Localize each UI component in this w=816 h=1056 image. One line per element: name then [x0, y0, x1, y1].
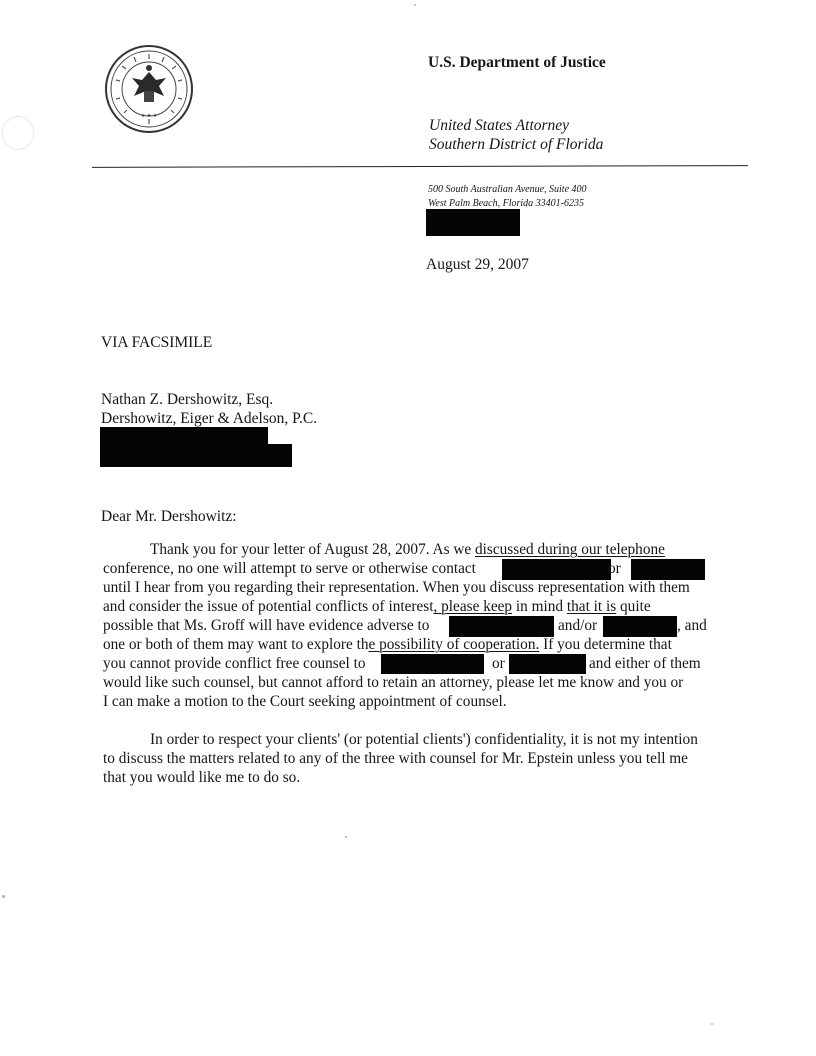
- redaction-block: [381, 654, 484, 674]
- p1-line-5-end: , and: [677, 617, 707, 634]
- doj-seal-icon: [104, 44, 194, 134]
- redaction-block: [100, 444, 292, 467]
- punch-hole-mark: [2, 116, 34, 150]
- office-district: Southern District of Florida: [429, 136, 604, 153]
- agency-name: U.S. Department of Justice: [428, 54, 606, 71]
- scan-speck: [2, 895, 5, 898]
- address-line-1: 500 South Australian Avenue, Suite 400: [428, 184, 587, 195]
- recipient-name: Nathan Z. Dershowitz, Esq.: [101, 391, 274, 408]
- recipient-firm: Dershowitz, Eiger & Adelson, P.C.: [101, 410, 318, 427]
- delivery-method: VIA FACSIMILE: [101, 334, 213, 351]
- scan-speck: [414, 4, 416, 6]
- redaction-block: [603, 616, 677, 637]
- p1-line-8: would like such counsel, but cannot afford to retain an attorney, please let me know and you or: [103, 674, 684, 691]
- p1-line-2: conference, no one will attempt to serve or otherwise contact: [103, 560, 476, 577]
- scan-speck: [711, 1023, 713, 1025]
- p1-line-2-cont: or: [608, 560, 621, 577]
- p1-line-3: until I hear from you regarding their representation. When you discuss representation with them: [103, 579, 690, 596]
- office-title: United States Attorney: [429, 117, 570, 134]
- p1-line-7-mid: or: [492, 655, 505, 672]
- p2-line-3: that you would like me to do so.: [103, 769, 301, 786]
- redaction-block: [449, 616, 554, 637]
- p1-line-6: one or both of them may want to explore the possibility of cooperation. If you determine that: [103, 636, 672, 653]
- svg-text:★ ★ ★: ★ ★ ★: [140, 113, 158, 119]
- p1-line-7: you cannot provide conflict free counsel to: [103, 655, 366, 672]
- p1-line-7-end: and either of them: [589, 655, 701, 672]
- p1-line-5-mid: and/or: [558, 617, 598, 634]
- scan-speck: [345, 836, 347, 838]
- letter-date: August 29, 2007: [426, 256, 529, 273]
- p2-line-1: In order to respect your clients' (or potential clients') confidentiality, it is not my intention: [150, 731, 698, 748]
- redaction-block: [509, 654, 586, 674]
- salutation: Dear Mr. Dershowitz:: [101, 508, 237, 525]
- p1-line-5: possible that Ms. Groff will have evidence adverse to: [103, 617, 430, 634]
- p1-line-4: and consider the issue of potential conflicts of interest, please keep in mind that it is quite: [103, 598, 651, 615]
- redaction-block: [426, 209, 520, 236]
- p1-line-9: I can make a motion to the Court seeking appointment of counsel.: [103, 693, 507, 710]
- address-line-2: West Palm Beach, Florida 33401-6235: [428, 198, 585, 209]
- redaction-block: [631, 559, 705, 580]
- redaction-block: [502, 559, 611, 580]
- redaction-block: [100, 427, 268, 445]
- letterhead-divider: [92, 165, 748, 168]
- p2-line-2: to discuss the matters related to any of the three with counsel for Mr. Epstein unless you tell me: [103, 750, 688, 767]
- p1-line-1: Thank you for your letter of August 28, 2007. As we discussed during our telephone: [150, 541, 665, 558]
